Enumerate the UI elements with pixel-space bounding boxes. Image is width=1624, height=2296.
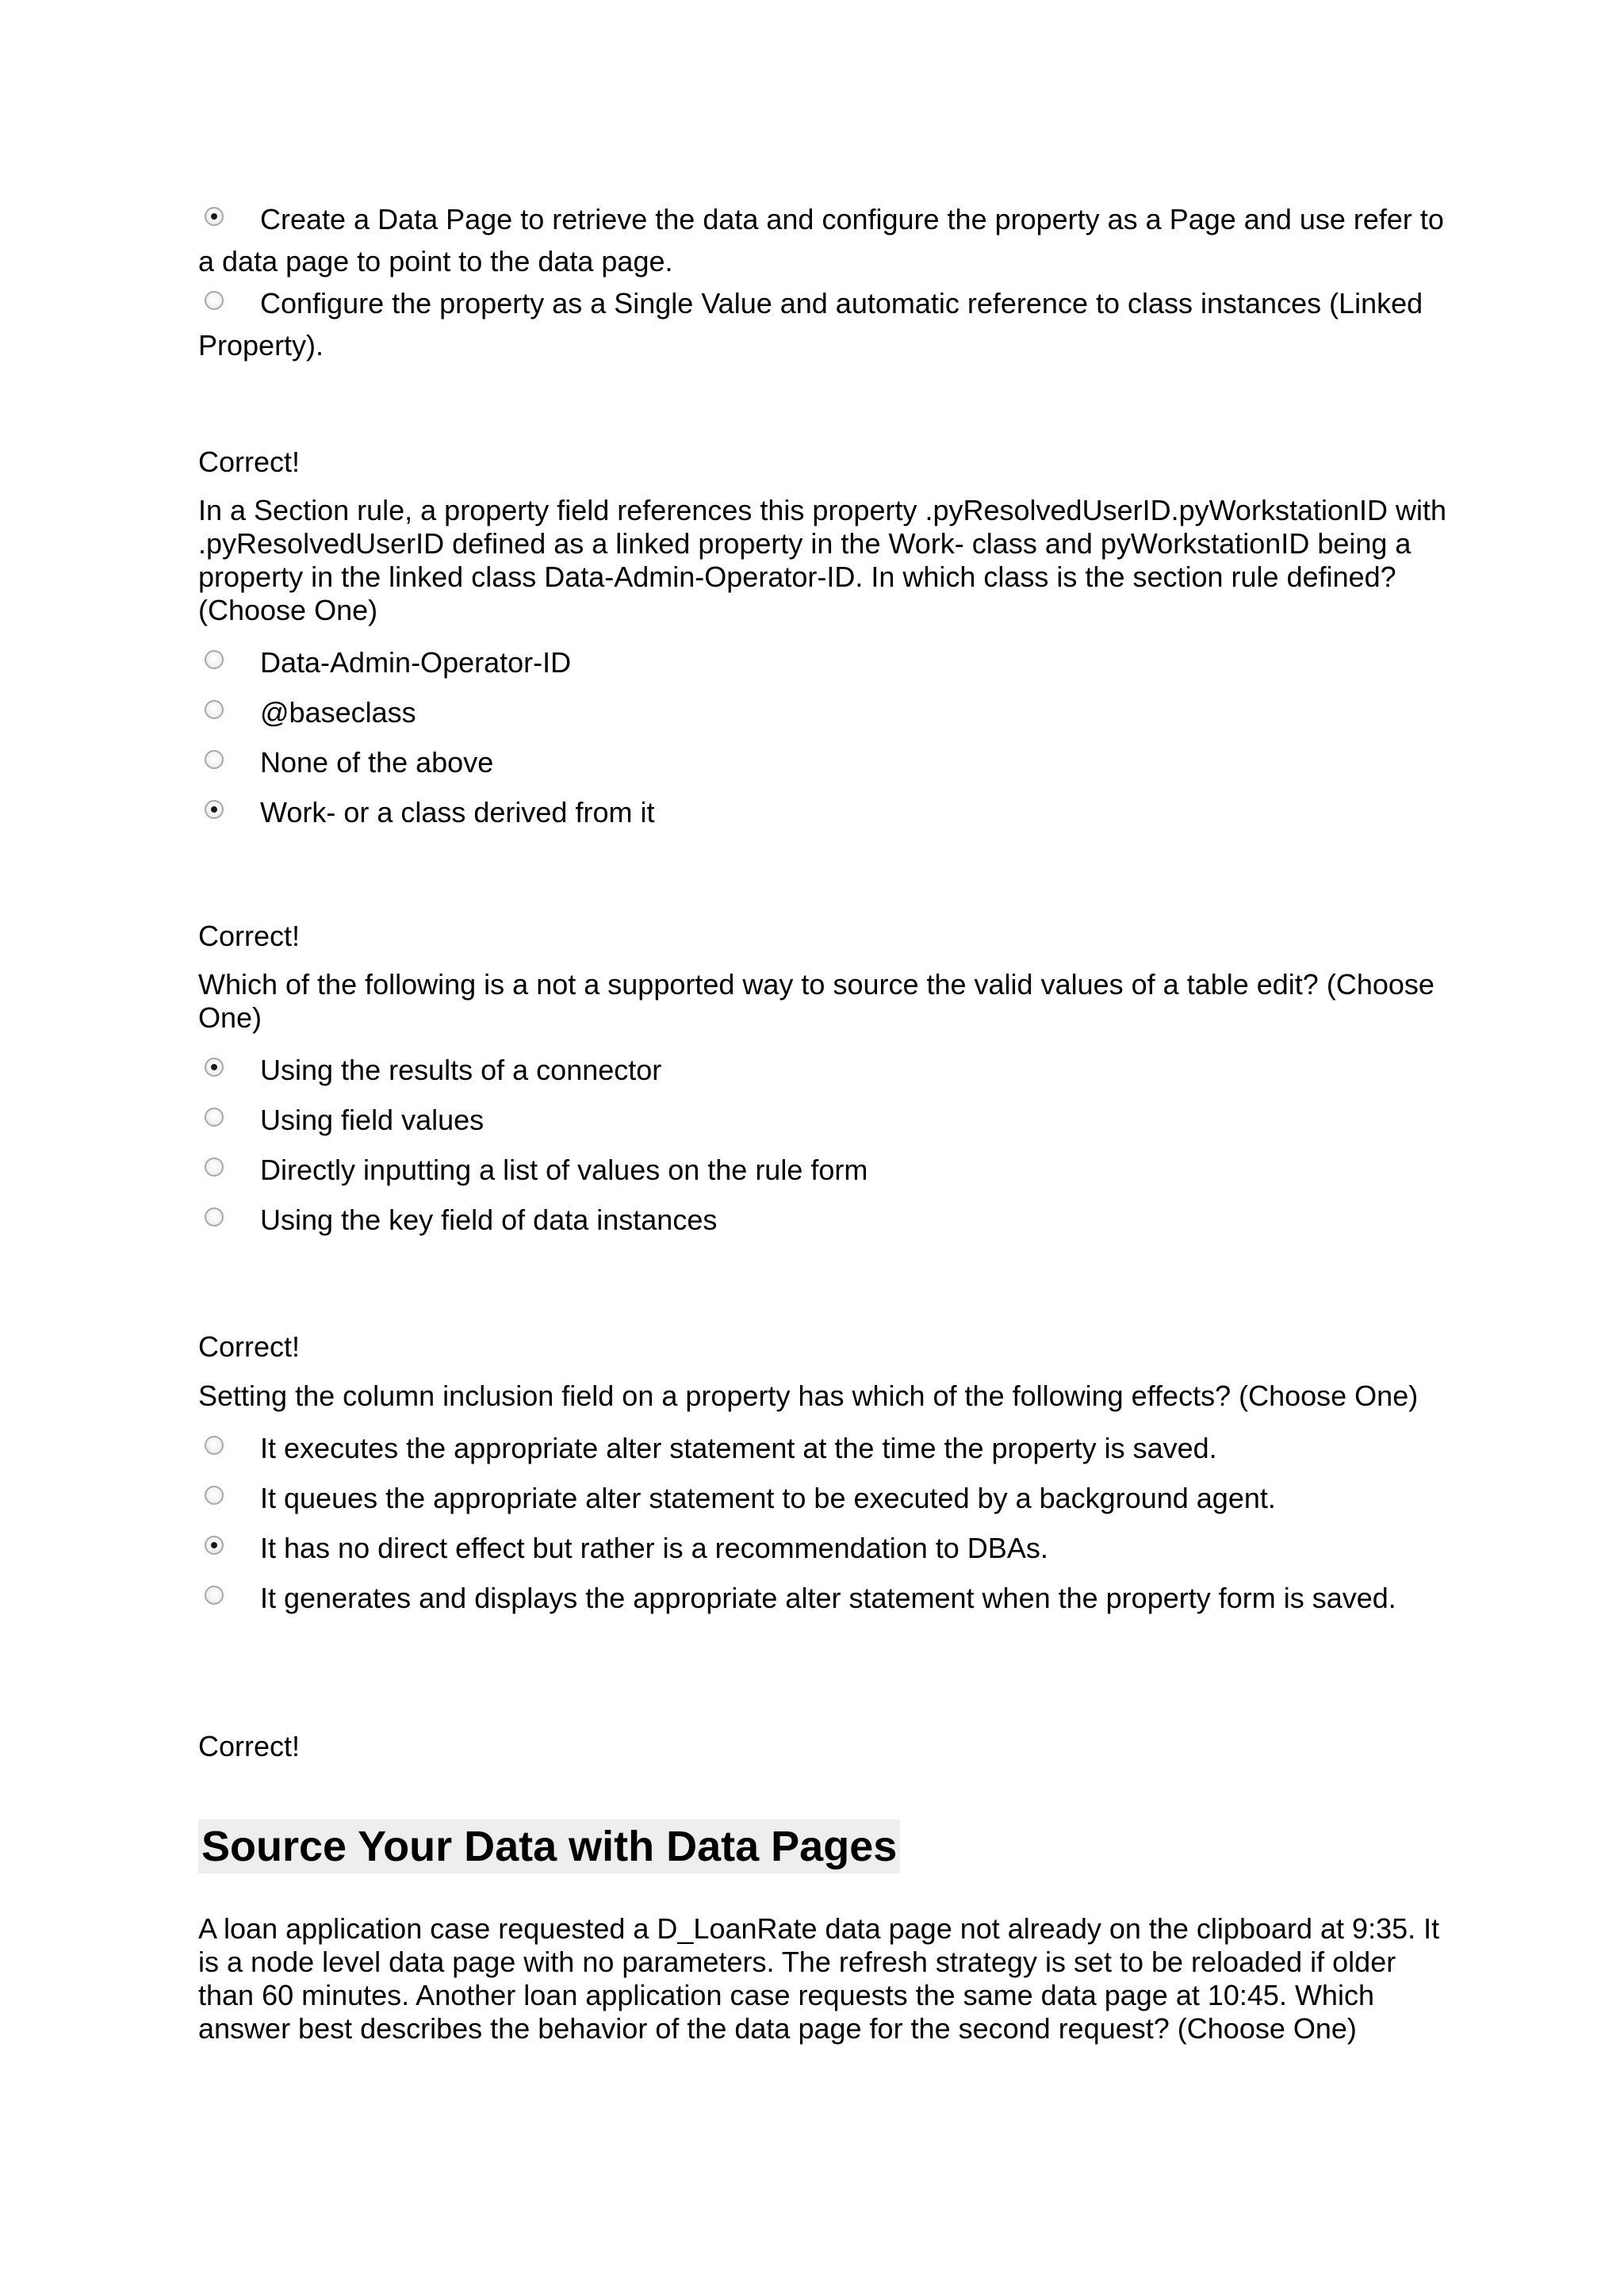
option-label: It queues the appropriate alter statement to be executed by a background agent.	[260, 1482, 1276, 1514]
radio-unchecked-icon[interactable]	[205, 1108, 224, 1127]
radio-unchecked-icon[interactable]	[205, 291, 224, 310]
option-item[interactable]	[198, 741, 1451, 783]
option-label: None of the above	[260, 746, 494, 779]
feedback-correct: Correct!	[198, 1730, 301, 1762]
option-item[interactable]	[198, 641, 1451, 683]
feedback-correct: Correct!	[198, 446, 301, 478]
radio-checked-icon[interactable]	[205, 207, 224, 226]
intro-option-1[interactable]	[198, 198, 1451, 282]
question-block	[198, 1380, 1451, 1627]
question-block	[198, 494, 1451, 841]
feedback-correct: Correct!	[198, 920, 301, 952]
radio-unchecked-icon[interactable]	[205, 700, 224, 719]
question-text: Which of the following is a not a supported way to source the valid values of a table edit? (Choose One)	[198, 968, 1434, 1034]
option-item[interactable]	[198, 791, 1451, 833]
option-label: It executes the appropriate alter statement at the time the property is saved.	[260, 1432, 1217, 1464]
option-item[interactable]	[198, 1477, 1451, 1519]
option-label: Data-Admin-Operator-ID	[260, 646, 572, 679]
option-list	[198, 641, 1451, 833]
option-label: It has no direct effect but rather is a recommendation to DBAs.	[260, 1532, 1048, 1564]
intro-options	[198, 198, 1451, 366]
radio-unchecked-icon[interactable]	[205, 1586, 224, 1605]
radio-unchecked-icon[interactable]	[205, 1207, 224, 1226]
option-label: It generates and displays the appropriate alter statement when the property form is saved.	[260, 1582, 1396, 1614]
option-label: @baseclass	[260, 696, 416, 729]
option-list	[198, 1427, 1451, 1619]
radio-unchecked-icon[interactable]	[205, 1486, 224, 1505]
question-text: Setting the column inclusion field on a property has which of the following effects? (Choose One)	[198, 1380, 1419, 1412]
option-label: Using the key field of data instances	[260, 1203, 718, 1236]
option-item[interactable]	[198, 1099, 1451, 1141]
option-label: Create a Data Page to retrieve the data and configure the property as a Page and use refer to a data page to point to the data page.	[198, 203, 1444, 277]
question-text: A loan application case requested a D_LoanRate data page not already on the clipboard at 9:35. It is a node level data page with no parameters. The refresh strategy is set to be reloaded if older than 60 minutes. Another loan application case requests the same data page at 10:45. Which answer best describes the behavior of the data page for the second request? (Choose One)	[198, 1912, 1440, 2045]
question-text: In a Section rule, a property field references this property .pyResolvedUserID.pyWorkstationID with .pyResolvedUserID defined as a linked property in the Work- class and pyWorkstationID being a property in the linked class Data-Admin-Operator-ID. In which class is the section rule defined? (Choose One)	[198, 494, 1447, 626]
section-title: Source Your Data with Data Pages	[198, 1820, 900, 1873]
option-item[interactable]	[198, 691, 1451, 733]
option-item[interactable]	[198, 1049, 1451, 1091]
option-item[interactable]	[198, 1149, 1451, 1191]
option-item[interactable]	[198, 1427, 1451, 1469]
option-item[interactable]	[198, 1527, 1451, 1569]
radio-checked-icon[interactable]	[205, 1058, 224, 1077]
feedback-correct: Correct!	[198, 1330, 301, 1363]
radio-unchecked-icon[interactable]	[205, 750, 224, 769]
option-label: Using field values	[260, 1104, 485, 1136]
option-item[interactable]	[198, 1577, 1451, 1619]
option-label: Work- or a class derived from it	[260, 796, 655, 828]
option-list	[198, 1049, 1451, 1241]
option-label: Directly inputting a list of values on the rule form	[260, 1154, 868, 1186]
radio-checked-icon[interactable]	[205, 1536, 224, 1555]
question-block	[198, 1912, 1451, 2060]
radio-checked-icon[interactable]	[205, 800, 224, 819]
option-label: Configure the property as a Single Value and automatic reference to class instances (Linked Property).	[198, 287, 1423, 362]
radio-unchecked-icon[interactable]	[205, 1158, 224, 1177]
intro-option-2[interactable]	[198, 282, 1451, 366]
question-block	[198, 968, 1451, 1249]
option-item[interactable]	[198, 1199, 1451, 1241]
radio-unchecked-icon[interactable]	[205, 650, 224, 669]
radio-unchecked-icon[interactable]	[205, 1436, 224, 1455]
option-label: Using the results of a connector	[260, 1054, 662, 1086]
